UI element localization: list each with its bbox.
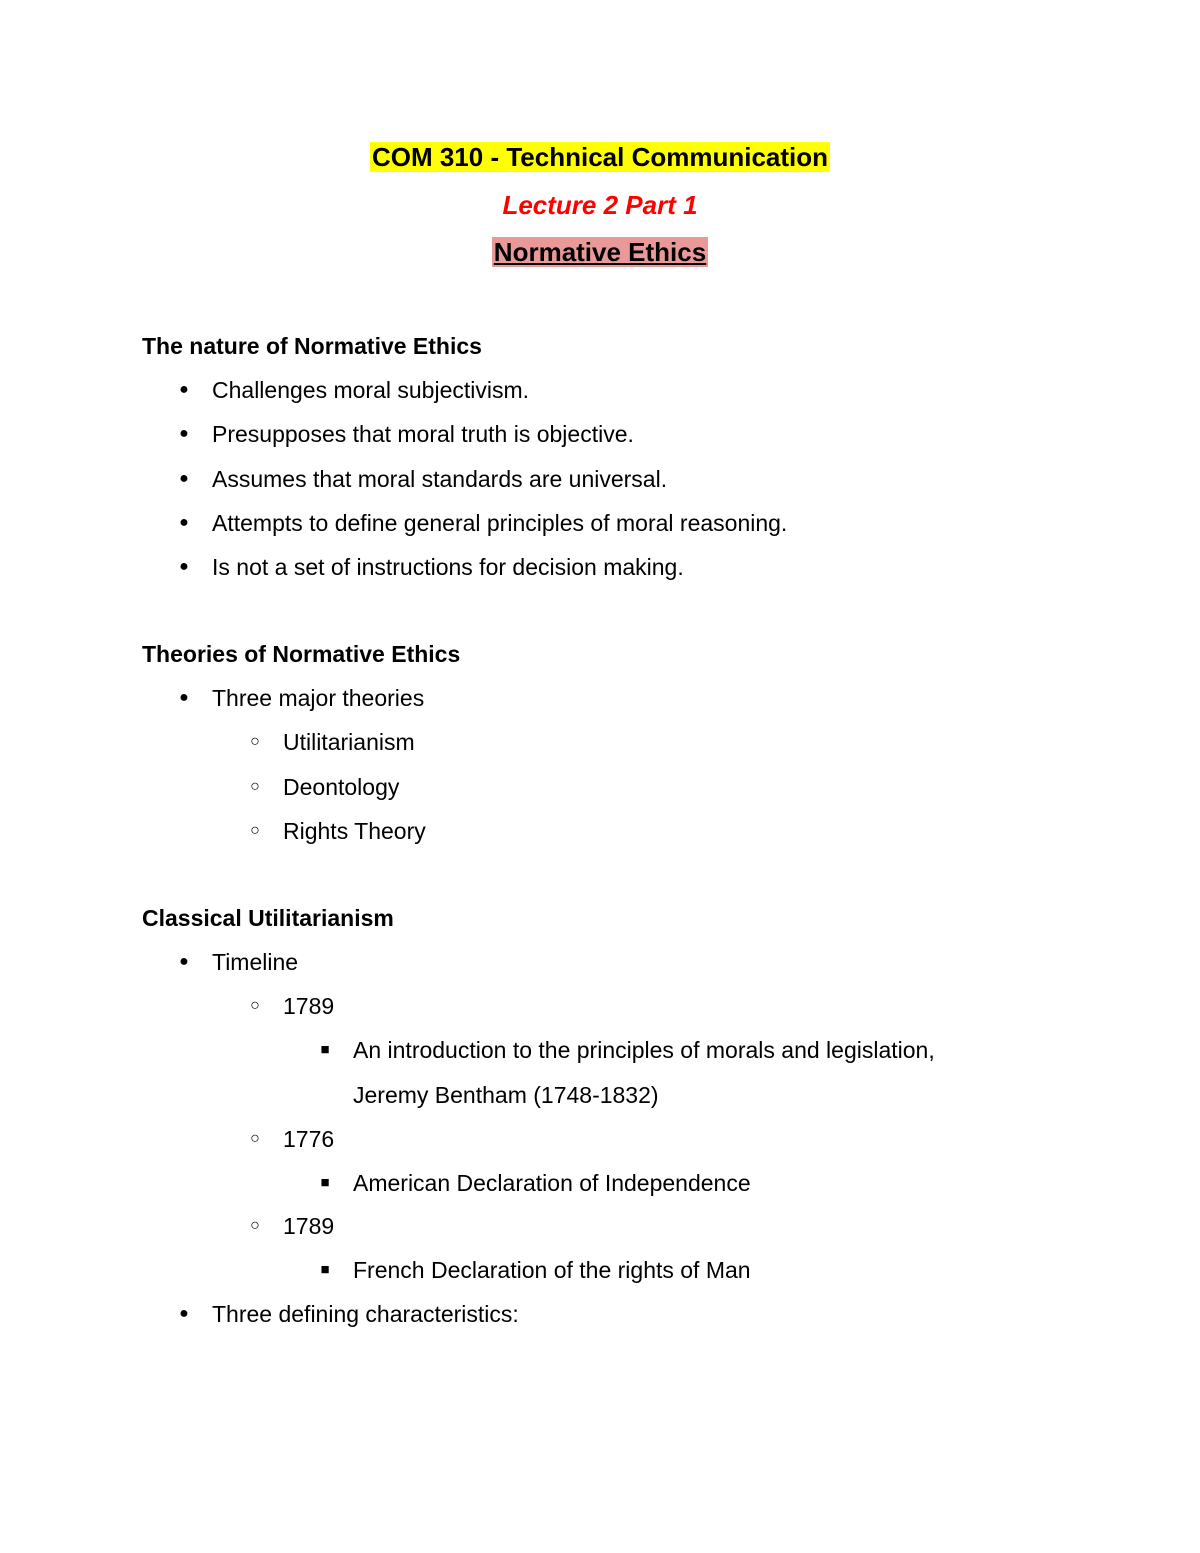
list-item [179, 464, 668, 494]
bullet-circle-icon: ○ [250, 778, 260, 795]
list-item-text: American Declaration of Independence [353, 1170, 751, 1196]
list-item-text: Utilitarianism [283, 729, 415, 755]
list-item [179, 683, 425, 713]
section-heading-classical: Classical Utilitarianism [142, 905, 394, 931]
bullet-disc-icon: ● [179, 470, 189, 487]
bullet-circle-icon: ○ [250, 997, 260, 1014]
list-item [179, 1299, 519, 1329]
bullet-disc-icon: ● [179, 558, 189, 575]
bullet-disc-icon: ● [179, 425, 189, 442]
bullet-circle-icon: ○ [250, 1217, 260, 1234]
list-item [250, 1124, 335, 1154]
lecture-label: Lecture 2 Part 1 [502, 190, 698, 220]
list-item-text: Rights Theory [283, 818, 426, 844]
list-item-text: Assumes that moral standards are universal. [212, 466, 668, 492]
list-item-text: Three major theories [212, 685, 425, 711]
list-item [250, 1211, 335, 1241]
bullet-square-icon: ■ [320, 1261, 330, 1278]
list-item-text: Three defining characteristics: [212, 1301, 519, 1327]
bullet-square-icon: ■ [320, 1174, 330, 1191]
list-item-text: 1789 [283, 1213, 335, 1239]
list-item-text: Deontology [283, 774, 400, 800]
list-item [179, 947, 299, 977]
section-heading-nature: The nature of Normative Ethics [142, 333, 482, 359]
bullet-disc-icon: ● [179, 514, 189, 531]
bullet-circle-icon: ○ [250, 1130, 260, 1147]
list-item-text: 1776 [283, 1126, 335, 1152]
bullet-disc-icon: ● [179, 689, 189, 706]
list-item [320, 1035, 935, 1065]
bullet-circle-icon: ○ [250, 822, 260, 839]
list-item-text: 1789 [283, 993, 335, 1019]
list-item-text: Challenges moral subjectivism. [212, 377, 530, 403]
bullet-disc-icon: ● [179, 381, 189, 398]
list-item-text: Is not a set of instructions for decision making. [212, 554, 684, 580]
list-item [179, 508, 788, 538]
list-item-text: An introduction to the principles of morals and legislation, [353, 1037, 935, 1063]
list-item-text: Timeline [212, 949, 299, 975]
list-item [250, 816, 426, 846]
list-item [179, 375, 530, 405]
topic-title [0, 236, 1200, 268]
course-title-text: COM 310 - Technical Communication [371, 142, 829, 172]
bullet-square-icon: ■ [320, 1041, 330, 1058]
list-item [250, 991, 335, 1021]
topic-title-text: Normative Ethics [493, 237, 707, 267]
bullet-disc-icon: ● [179, 953, 189, 970]
list-item [250, 772, 400, 802]
list-item-text: Presupposes that moral truth is objective. [212, 421, 634, 447]
list-item-text: French Declaration of the rights of Man [353, 1257, 751, 1283]
list-item [179, 552, 684, 582]
list-item-text: Jeremy Bentham (1748-1832) [353, 1082, 659, 1108]
section-heading-theories: Theories of Normative Ethics [142, 641, 461, 667]
list-item-text: Attempts to define general principles of moral reasoning. [212, 510, 788, 536]
list-item [250, 727, 415, 757]
bullet-circle-icon: ○ [250, 733, 260, 750]
list-item [320, 1255, 751, 1285]
course-title [0, 141, 1200, 173]
list-item-continuation [353, 1080, 659, 1110]
list-item [320, 1168, 751, 1198]
bullet-disc-icon: ● [179, 1305, 189, 1322]
list-item [179, 419, 634, 449]
